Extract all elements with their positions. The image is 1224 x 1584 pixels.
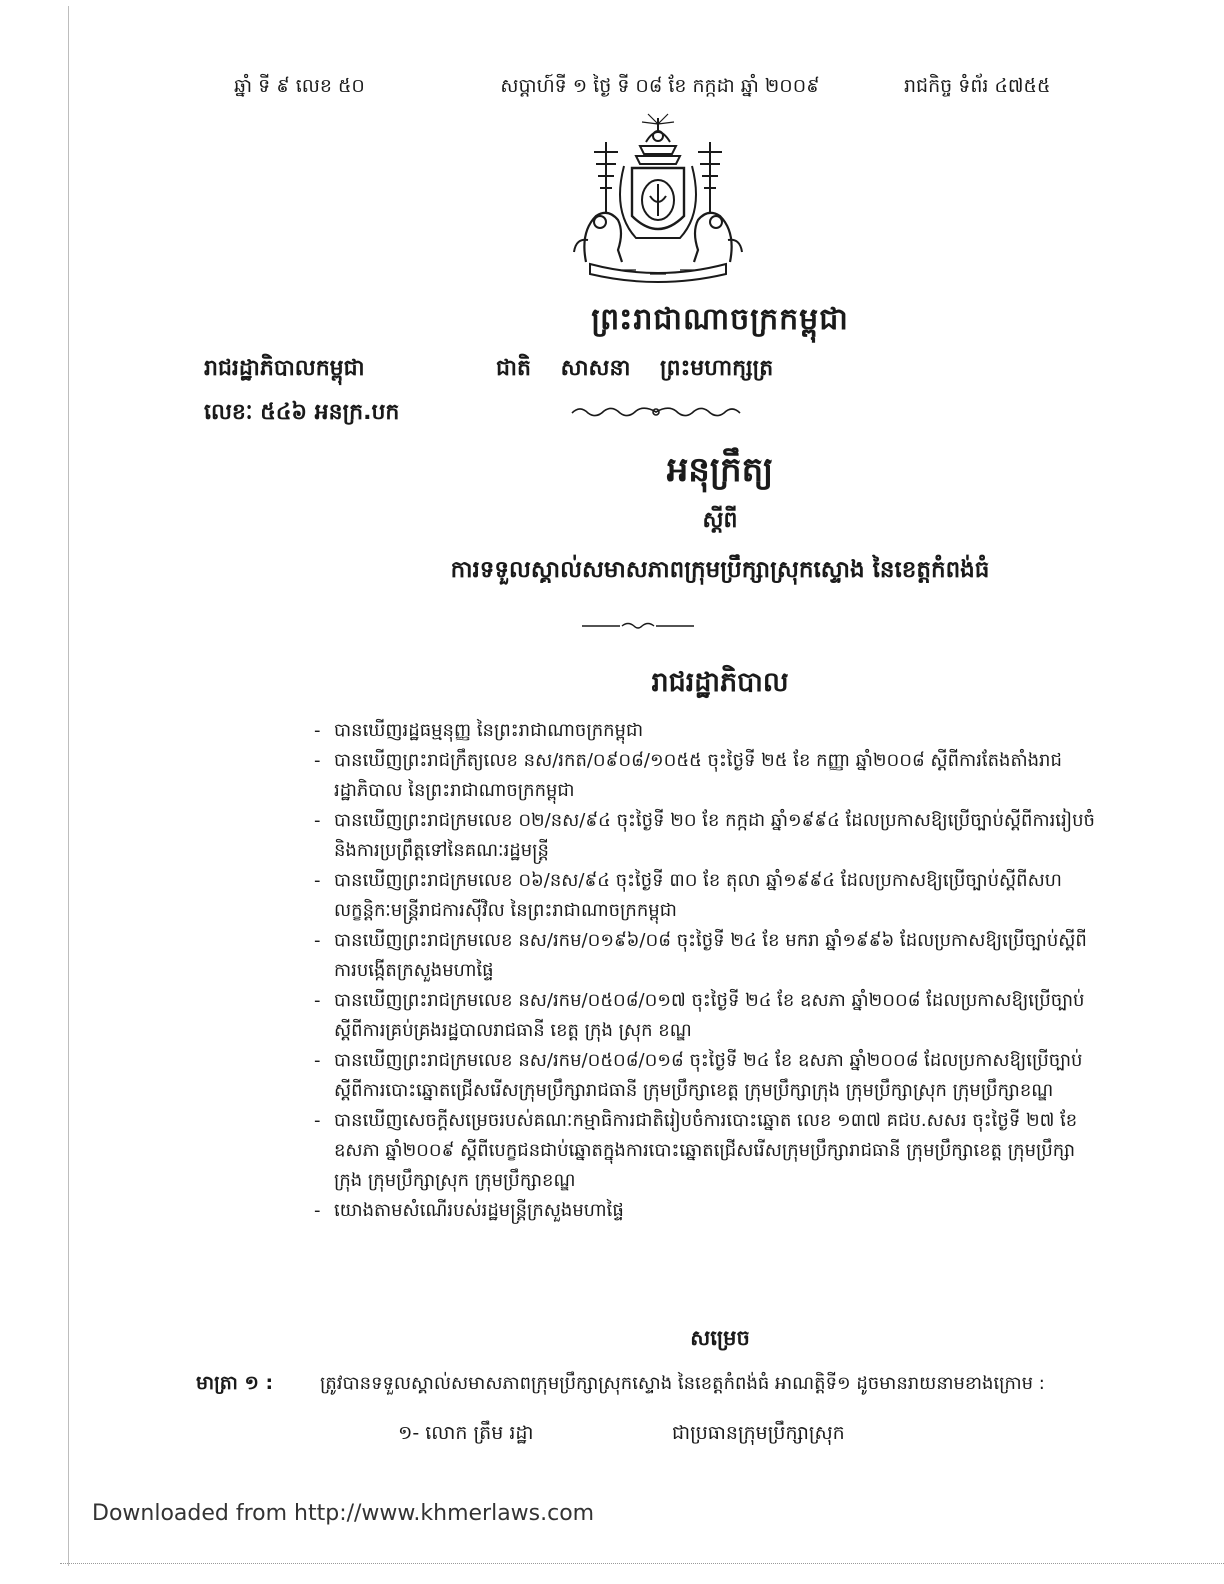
document-number: លេខៈ ៥៤៦ អនក្រ.បក xyxy=(204,400,400,425)
visa-item: - យោងតាមសំណើរបស់រដ្ឋមន្ត្រីក្រសួងមហាផ្ទៃ xyxy=(312,1196,1102,1226)
download-source-footer: Downloaded from http://www.khmerlaws.com xyxy=(92,1501,595,1526)
title-ornament-icon xyxy=(568,403,744,421)
decides-heading: សម្រេច xyxy=(690,1326,750,1350)
visa-item: - បានឃើញព្រះរាជក្រមលេខ នស/រកម/០១៩៦/០៨ ចុះថ្ងៃទី ២៤ ខែ មករា ឆ្នាំ១៩៩៦ ដែលប្រកាសឱ្យប្រើច្បាប់ស្តីពីការបង្កើតក្រសួងមហាផ្ទៃ xyxy=(312,926,1102,986)
visa-item: - បានឃើញសេចក្តីសម្រេចរបស់គណៈកម្មាធិការជាតិរៀបចំការបោះឆ្នោត លេខ ១៣៧ គជប.សសរ ចុះថ្ងៃទី ២៧ ខែ ឧសភា ឆ្នាំ២០០៩ ស្តីពីបេក្ខជនជាប់ឆ្នោតក្នុងការបោះឆ្នោតជ្រើសរើសក្រុមប្រឹក្សារាជធានី ក្រុមប្រឹក្សាខេត្ត ក្រុមប្រឹក្សាក្រុង ក្រុមប្រឹក្សាស្រុក ក្រុមប្រឹក្សាខណ្ឌ xyxy=(312,1106,1102,1196)
issuer-heading: រាជរដ្ឋាភិបាល xyxy=(651,667,789,698)
gazette-page-number: រាជកិច្ច ទំព័រ ៤៧៥៥ xyxy=(904,75,1051,97)
national-motto: ជាតិ សាសនា ព្រះមហាក្សត្រ xyxy=(496,356,774,381)
scan-bottom-edge xyxy=(60,1563,1224,1565)
article-1-label: មាត្រា ១ : xyxy=(196,1372,274,1394)
gazette-date: សប្តាហ៍ទី ១ ថ្ងៃ ទី ០៨ ខែ កក្កដា ឆ្នាំ ២០០៩ xyxy=(500,75,820,97)
member-role: ជាប្រធានក្រុមប្រឹក្សាស្រុក xyxy=(672,1422,845,1444)
visa-item: - បានឃើញព្រះរាជក្រមលេខ ០២/នស/៩៤ ចុះថ្ងៃទី ២០ ខែ កក្កដា ឆ្នាំ១៩៩៤ ដែលប្រកាសឱ្យប្រើច្បាប់ស្តីពីការរៀបចំ និងការប្រព្រឹត្តទៅនៃគណៈរដ្ឋមន្ត្រី xyxy=(312,806,1102,866)
visa-item: - បានឃើញព្រះរាជក្រមលេខ ០៦/នស/៩៤ ចុះថ្ងៃទី ៣០ ខែ តុលា ឆ្នាំ១៩៩៤ ដែលប្រកាសឱ្យប្រើច្បាប់ស្តីពីសហលក្ខន្តិកៈមន្ត្រីរាជការស៊ីវិល នៃព្រះរាជាណាចក្រកម្ពុជា xyxy=(312,866,1102,926)
binding-edge-line xyxy=(68,6,69,1566)
visa-item: - បានឃើញរដ្ឋធម្មនុញ្ញ នៃព្រះរាជាណាចក្រកម្ពុជា xyxy=(312,716,1102,746)
kingdom-name: ព្រះរាជាណាចក្រកម្ពុជា xyxy=(591,302,849,337)
royal-coat-of-arms-icon xyxy=(566,112,750,286)
visa-list xyxy=(312,716,1102,1226)
visa-item: - បានឃើញព្រះរាជក្រមលេខ នស/រកម/០៥០៨/០១៧ ចុះថ្ងៃទី ២៤ ខែ ឧសភា ឆ្នាំ២០០៨ ដែលប្រកាសឱ្យប្រើច្បាប់ស្តីពីការគ្រប់គ្រងរដ្ឋបាលរាជធានី ខេត្ត ក្រុង ស្រុក ខណ្ឌ xyxy=(312,986,1102,1046)
divider-ornament-icon xyxy=(580,620,696,632)
visa-item: - បានឃើញព្រះរាជក្រឹត្យលេខ នស/រកត/០៩០៨/១០៥៥ ចុះថ្ងៃទី ២៥ ខែ កញ្ញា ឆ្នាំ២០០៨ ស្តីពីការតែងតាំងរាជរដ្ឋាភិបាល នៃព្រះរាជាណាចក្រកម្ពុជា xyxy=(312,746,1102,806)
visa-item: - បានឃើញព្រះរាជក្រមលេខ នស/រកម/០៥០៨/០១៨ ចុះថ្ងៃទី ២៤ ខែ ឧសភា ឆ្នាំ២០០៨ ដែលប្រកាសឱ្យប្រើច្បាប់ស្តីពីការបោះឆ្នោតជ្រើសរើសក្រុមប្រឹក្សារាជធានី ក្រុមប្រឹក្សាខេត្ត ក្រុមប្រឹក្សាក្រុង ក្រុមប្រឹក្សាស្រុក ក្រុមប្រឹក្សាខណ្ឌ xyxy=(312,1046,1102,1106)
government-name: រាជរដ្ឋាភិបាលកម្ពុជា xyxy=(204,356,365,381)
article-1-text: ត្រូវបានទទួលស្គាល់សមាសភាពក្រុមប្រឹក្សាស្រុកស្ទោង នៃខេត្តកំពង់ធំ អាណត្តិទី១ ដូចមានរាយនាមខាងក្រោម : xyxy=(320,1373,1045,1394)
gazette-year-number: ឆ្នាំ ទី ៩ លេខ ៥០ xyxy=(234,75,365,97)
concerning-heading: ស្តីពី xyxy=(702,508,738,533)
document-subject: ការទទួលស្គាល់សមាសភាពក្រុមប្រឹក្សាស្រុកស្ទោង នៃខេត្តកំពង់ធំ xyxy=(450,557,990,583)
document-type-heading: អនុក្រឹត្យ xyxy=(666,450,774,490)
member-name: ១- លោក ត្រឹម រដ្ឋា xyxy=(398,1422,534,1444)
